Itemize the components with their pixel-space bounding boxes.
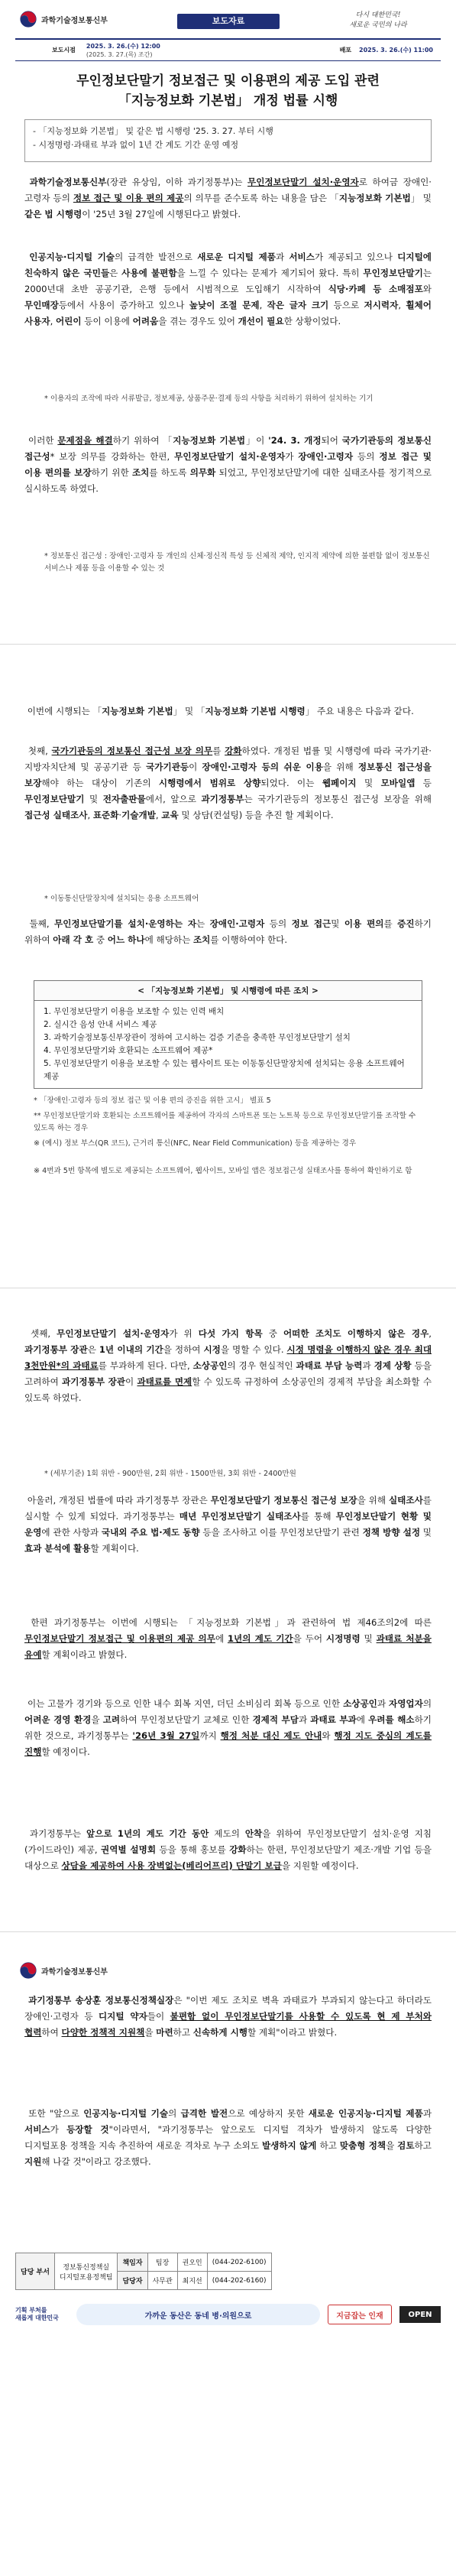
distribution-label: 배포 [339, 47, 352, 54]
paragraph-5: 첫째, 국가기관등의 정보통신 접근성 보장 의무를 강화하였다. 개정된 법률 및 시행령에 따라 국가기관·지방자치단체 및 공공기관 등 국가기관등이 장애인·고령자 등의 쉬운 이용을 위해 정보통신 접근성을 보장해야 하는 대상이 기존의 시행령에서 범위로 상향되었다. 이는 웹페이지 및 모바일앱 등 무인정보단말기 및 전자출판물에서, 앞으로 과기정통부는 국가기관등의 정보통신 접근성 보장을 위해 접근성 실태조사, 표준화·기술개발, 교육 및 상담(컨설팅) 등을 추진 할 계획이다. [24, 746, 432, 820]
footer-slogan: 기획 부처를 새롭게 대한민국 [15, 2307, 59, 2321]
paragraph-4: 이번에 시행되는 「지능정보화 기본법」 및 「지능정보화 기본법 시행령」 주요 내용은 다음과 같다. [27, 706, 414, 716]
contact-title-2: 사무관 [147, 2272, 177, 2290]
contact-name-2: 최지선 [177, 2272, 207, 2290]
page-3 [0, 1288, 456, 1931]
title-line-1: 무인정보단말기 정보접근 및 이용편의 제공 도입 관련 [76, 73, 380, 89]
paragraph-10: 이는 고물가 경기와 등으로 인한 내수 회복 지연, 더딘 소비심리 회복 등으로 인한 소상공인과 자영업자의 어려운 경영 환경을 고려하여 무인정보단말기 교체로 인한 경제적 부담과 과태료 부과에 우려를 해소하기 위한 것으로, 과기정통부는 '26년 3월 27일까지 행정 처분 대신 제도 안내와 행정 지도 중심의 계도를 진행할 예정이다. [24, 1698, 432, 1757]
ministry-name: 과학기술정보통신부 [41, 1967, 108, 1977]
table-note-4: ※ 4번과 5번 항목에 별도로 제공되는 소프트웨어, 웹사이트, 모바일 앱은 정보접근성 실태조사를 통하여 확인하기로 함 [34, 1167, 412, 1175]
slogan-line-2: 새로운 국민의 나라 [349, 21, 407, 29]
contact-dept: 정보통신정책실 디지털포용정책팀 [54, 2253, 118, 2290]
measure-item: 5. 무인정보단말기 이용을 보조할 수 있는 웹사이트 또는 이동통신단말장치에 설치되는 응용 소프트웨어 제공 [44, 1059, 405, 1081]
summary-box [24, 119, 432, 162]
paragraph-11: 과기정통부는 앞으로 1년의 계도 기간 동안 제도의 안착을 위하여 무인정보단말기 설치·운영 지침(가이드라인) 제공, 권역별 설명회 등을 통해 홍보를 강화하는 한편, 무인정보단말기 제조·개발 기업 등을 대상으로 상담을 제공하여 사용 장벽없는(베리어프리) 단말기 보급을 지원할 예정이다. [24, 1828, 432, 1871]
ministry-logo [20, 1962, 108, 1979]
slogan [317, 8, 439, 34]
table-note-3: ※ (예시) 정보 부스(QR 코드), 근거리 통신(NFC, Near Field Communication) 등을 제공하는 경우 [34, 1139, 357, 1148]
title-line-2: 「지능정보화 기본법」 개정 법률 시행 [118, 93, 338, 109]
footnote-2: * 정보통신 접근성 : 장애인·고령자 등 개인의 신체·정신적 특성 등 신체적 제약, 인지적 제약에 의한 불편함 없이 정보통신 서비스나 제품 등을 이용할 수 있는 것 [44, 552, 430, 573]
page-2 [0, 644, 456, 1288]
measures-table-header: < 「지능정보화 기본법」 및 시행령에 따른 조치 > [34, 981, 422, 1001]
distribution-datetime: 2025. 3. 26.(수) 11:00 [359, 47, 433, 54]
taegeuk-icon [20, 1962, 37, 1979]
taegeuk-icon [20, 11, 37, 28]
paragraph-1: 과학기술정보통신부(장관 유상임, 이하 과기정통부)는 무인정보단말기 설치·운영자로 하여금 장애인·고령자 등의 정보 접근 및 이용 편의 제공의 의무를 준수토록 하는 내용을 담은 「지능정보화 기본법」 및 같은 법 시행령이 '25년 3월 27일에 시행된다고 밝혔다. [24, 177, 432, 219]
summary-line-2: - 시정명령·과태료 부과 없이 1년 간 계도 기간 운영 예정 [33, 140, 239, 150]
paragraph-12: 과기정통부 송상훈 정보통신정책실장은 "이번 제도 조치로 벽욕 과태료가 부과되지 않는다고 하더라도 장애인·고령자 등 디지털 약자들이 불편함 없이 무인정보단말기를 사용할 수 있도록 현 제 부처와 협력하여 다양한 정책적 지원책을 마련하고 신속하게 시행할 계획"이라고 밝혔다. [24, 1995, 432, 2038]
paragraph-13: 또한 "앞으로 인공지능·디지털 기술의 급격한 발전으로 예상하지 못한 새로운 인공지능·디지털 제품과 서비스가 등장할 것"이라면서, "과기정통부는 앞으로도 디지털 격차가 발생하지 않도록 다양한 디지털포용 정책을 지속 추진하여 새로운 격차로 누구 소외도 발생하지 않게 하고 맞춤형 정책을 검토하고 지원해 나갈 것"이라고 강조했다. [24, 2108, 432, 2167]
contact-dept-label: 담당 부서 [16, 2253, 55, 2290]
measure-item: 4. 무인정보단말기와 호환되는 소프트웨어 제공* [44, 1046, 213, 1055]
paragraph-2: 인공지능·디지털 기술의 급격한 발전으로 새로운 디지털 제품과 서비스가 제공되고 있으나 디지털에 친숙하지 않은 국민들은 사용에 불편함을 느낄 수 있다는 문제가 제기되어 왔다. 특히 무인정보단말기는 2000년대 초반 공공기관, 은행 등에서 시범적으로 도입해기 시작하여 식당·카페 등 소매점포와 무인매장등에서 사용이 증가하고 있으나 높낮이 조절 문제, 작은 글자 크기 등으로 저시력자, 휠체어 사용자, 어린이 등이 이용에 어려움을 겪는 경우도 있어 개선이 필요한 상황이었다. [24, 252, 432, 326]
measure-item: 3. 과학기술정보통신부장관이 정하여 고시하는 검증 기준을 충족한 무인정보단말기 설치 [44, 1033, 351, 1042]
footer-campaign: 가까운 동산은 동네 병·의원으로 [76, 2304, 320, 2325]
footer-banner [15, 2302, 441, 2327]
measure-item: 2. 실시간 음성 안내 서비스 제공 [44, 1020, 157, 1029]
contact-role-2: 담당자 [118, 2272, 147, 2290]
embargo-time: 2025. 3. 26.(수) 12:00 [86, 42, 160, 50]
embargo-paper: (2025. 3. 27.(목) 조간) [86, 50, 153, 58]
table-note-1: * 「장애인·고령자 등의 정보 접근 및 이용 편의 증진을 위한 고시」 별표 5 [34, 1096, 271, 1105]
paragraph-7: 셋째, 무인정보단말기 설치·운영자가 위 다섯 가지 항목 중 어떠한 조치도 이행하지 않은 경우, 과기정통부 장관은 1년 이내의 기간을 정하여 시정을 명할 수 있다. 시정 명령을 이행하지 않은 경우 최대 3천만원*의 과태료를 부과하게 된다. 다만, 소상공인의 경우 현실적인 과태료 부담 능력과 경제 상황 등을 고려하여 과기정통부 장관이 과태료를 면제할 수 있도록 규정하여 소상공인의 경제적 부담을 최소화할 수 있도록 하였다. [24, 1328, 432, 1403]
embargo-row [15, 38, 441, 61]
embargo-datetime [86, 42, 160, 59]
measures-list [34, 1001, 422, 1088]
press-release-badge: 보도자료 [177, 14, 280, 29]
contact-phone-2: (044-202-6160) [207, 2272, 271, 2290]
measures-table [34, 980, 422, 1089]
summary-line-1: - 「지능정보화 기본법」 및 같은 법 시행령 '25. 3. 27. 부터 시행 [33, 126, 273, 136]
footer-stamp: 지금잡는 인재 [328, 2305, 392, 2324]
page-4 [0, 1931, 456, 2576]
page-1 [0, 0, 456, 644]
paragraph-3: 이러한 문제점을 해결하기 위하여 「지능정보화 기본법」이 '24. 3. 개정되어 국가기관등의 정보통신 접근성* 보장 의무를 강화하는 한편, 무인정보단말기 설치·운영자가 장애인·고령자 등의 정보 접근 및 이용 편의를 보장하기 위한 조치를 하도록 의무화 되었고, 무인정보단말기에 대한 실태조사를 정기적으로 실시하도록 하였다. [24, 435, 432, 494]
slogan-line-1: 다시 대한민국! [355, 11, 401, 19]
footnote-3: * 이동통신단말장치에 설치되는 응용 소프트웨어 [44, 895, 199, 903]
footnote-1: * 이용자의 조작에 따라 서류발급, 정보제공, 상품주문·결제 등의 사항을 처리하기 위하여 설치하는 기기 [44, 395, 374, 403]
open-badge: OPEN [399, 2306, 441, 2323]
measure-item: 1. 무인정보단말기 이용을 보조할 수 있는 인력 배치 [44, 1007, 225, 1016]
embargo-label: 보도시점 [52, 47, 76, 54]
footnote-4: * (세부기준) 1회 위반 - 900만원, 2회 위반 - 1500만원, 3회 위반 - 2400만원 [44, 1470, 296, 1478]
ministry-logo [20, 11, 108, 28]
contact-name-1: 권오인 [177, 2253, 207, 2272]
contact-title-1: 팀장 [147, 2253, 177, 2272]
paragraph-8: 아울러, 개정된 법률에 따라 과기정통부 장관은 무인정보단말기 정보통신 접근성 보장을 위해 실태조사를 실시할 수 있게 되었다. 과기정통부는 매년 무인정보단말기 실태조사를 통해 무인정보단말기 현황 및 운영에 관한 사항과 국내외 주요 법·제도 동향 등을 조사하고 이를 무인정보단말기 관련 정책 방향 설정 및 효과 분석에 활용할 계획이다. [24, 1495, 432, 1554]
contact-phone-1: (044-202-6100) [207, 2253, 271, 2272]
table-note-2: ** 무인정보단말기와 호환되는 소프트웨어를 제공하여 각자의 스마트폰 또는 노트북 등으로 무인정보단말기를 조작할 수 있도록 하는 경우 [34, 1112, 416, 1132]
paragraph-9: 한편 과기정통부는 이번에 시행되는 「지능정보화 기본법」과 관련하여 법 제46조의2에 따른 무인정보단말기 정보접근 및 이용편의 제공 의무에 1년의 계도 기간을 두어 시정명령 및 과태료 처분을 유예할 계획이라고 밝혔다. [24, 1617, 432, 1660]
contact-table [15, 2253, 272, 2290]
paragraph-6: 둘째, 무인정보단말기를 설치·운영하는 자는 장애인·고령자 등의 정보 접근및 이용 편의를 증진하기 위하여 아래 각 호 중 어느 하나에 해당하는 조치를 이행하여야 한다. [24, 918, 432, 945]
contact-role-1: 책임자 [118, 2253, 147, 2272]
ministry-name: 과학기술정보통신부 [41, 16, 108, 25]
